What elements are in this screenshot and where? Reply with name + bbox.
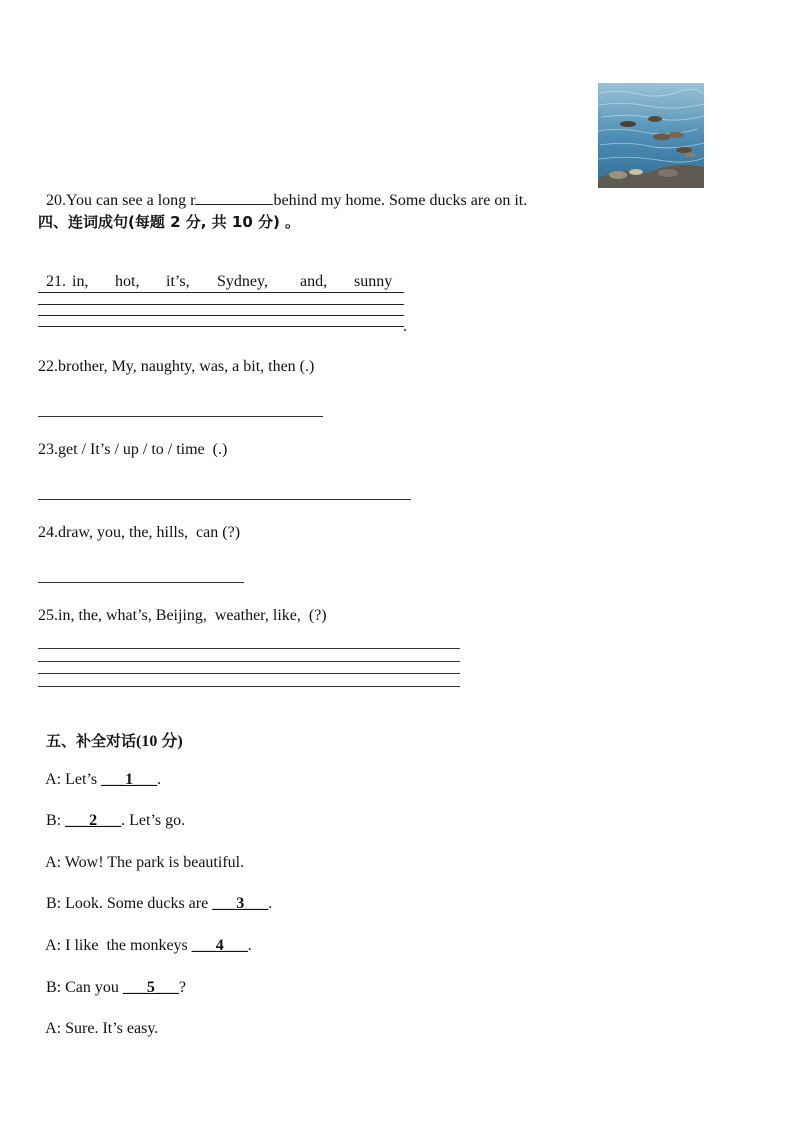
answer-line[interactable] — [38, 292, 404, 293]
dialogue-line — [38, 919, 252, 955]
dialogue-text: A: I like the monkeys — [45, 937, 192, 954]
dialogue-blank[interactable]: ___2___ — [65, 812, 122, 829]
dialogue-text: ? — [178, 979, 186, 996]
question-21 — [38, 255, 392, 291]
question-21-word: hot, — [115, 273, 140, 290]
question-25: 25.in, the, what’s, Beijing, weather, like, (?) — [38, 607, 327, 624]
section-5-title — [38, 710, 183, 751]
question-24: 24.draw, you, the, hills, can (?) — [38, 524, 241, 541]
question-20-prefix: 20.You can see a long r — [46, 192, 196, 209]
question-21-word: in, — [72, 273, 89, 290]
dialogue-line — [38, 836, 244, 872]
answer-blank[interactable] — [195, 190, 273, 205]
dialogue-blank[interactable]: ___5___ — [122, 979, 179, 996]
answer-line[interactable] — [38, 499, 411, 500]
dialogue-text: B: Can you — [46, 979, 123, 996]
question-21-word: sunny — [354, 273, 393, 290]
question-23: 23.get / It’s / up / to / time (.) — [38, 441, 228, 458]
dialogue-text: A: Let’s — [45, 771, 102, 788]
answer-line[interactable] — [38, 315, 404, 316]
dialogue-blank[interactable]: ___4___ — [191, 937, 248, 954]
section-5-score: (10 分) — [136, 733, 183, 750]
answer-line[interactable] — [38, 648, 460, 649]
river-illustration — [598, 83, 704, 188]
question-22: 22.brother, My, naughty, was, a bit, then (.) — [38, 358, 315, 375]
dialogue-text: . — [268, 895, 273, 912]
dialogue-text: . — [247, 937, 252, 954]
dialogue-line — [38, 753, 161, 789]
ducks-on-river-photo — [598, 83, 704, 188]
dialogue-blank[interactable]: ___3___ — [212, 895, 269, 912]
section-4-title: 四、连词成句(每题 2 分, 共 10 分) 。 — [38, 213, 301, 231]
question-20-suffix: behind my home. Some ducks are on it. — [273, 192, 528, 209]
dialogue-text: B: — [46, 812, 66, 829]
answer-line[interactable] — [38, 686, 460, 687]
question-20 — [38, 172, 527, 210]
answer-line[interactable] — [38, 661, 460, 662]
question-21-word: and, — [300, 273, 328, 290]
question-21-word: Sydney, — [217, 273, 268, 290]
question-21-number: 21. — [46, 273, 66, 290]
dialogue-text: B: Look. Some ducks are — [46, 895, 213, 912]
question-21-end-mark: . — [403, 318, 407, 335]
dialogue-line — [38, 877, 272, 913]
dialogue-text: A: Wow! The park is beautiful. — [45, 854, 245, 871]
dialogue-blank[interactable]: ___1___ — [101, 771, 158, 788]
answer-line[interactable] — [38, 304, 404, 305]
dialogue-text: . Let’s go. — [121, 812, 186, 829]
dialogue-line — [38, 794, 185, 830]
dialogue-line — [38, 961, 186, 997]
answer-line[interactable] — [38, 416, 323, 417]
dialogue-text: A: Sure. It’s easy. — [45, 1020, 159, 1037]
dialogue-line — [38, 1002, 158, 1038]
answer-line[interactable] — [38, 673, 460, 674]
answer-line[interactable] — [38, 582, 244, 583]
section-5-title-text: 五、补全对话 — [46, 732, 137, 750]
question-21-word: it’s, — [166, 273, 190, 290]
dialogue-text: . — [157, 771, 162, 788]
answer-line[interactable] — [38, 326, 404, 327]
